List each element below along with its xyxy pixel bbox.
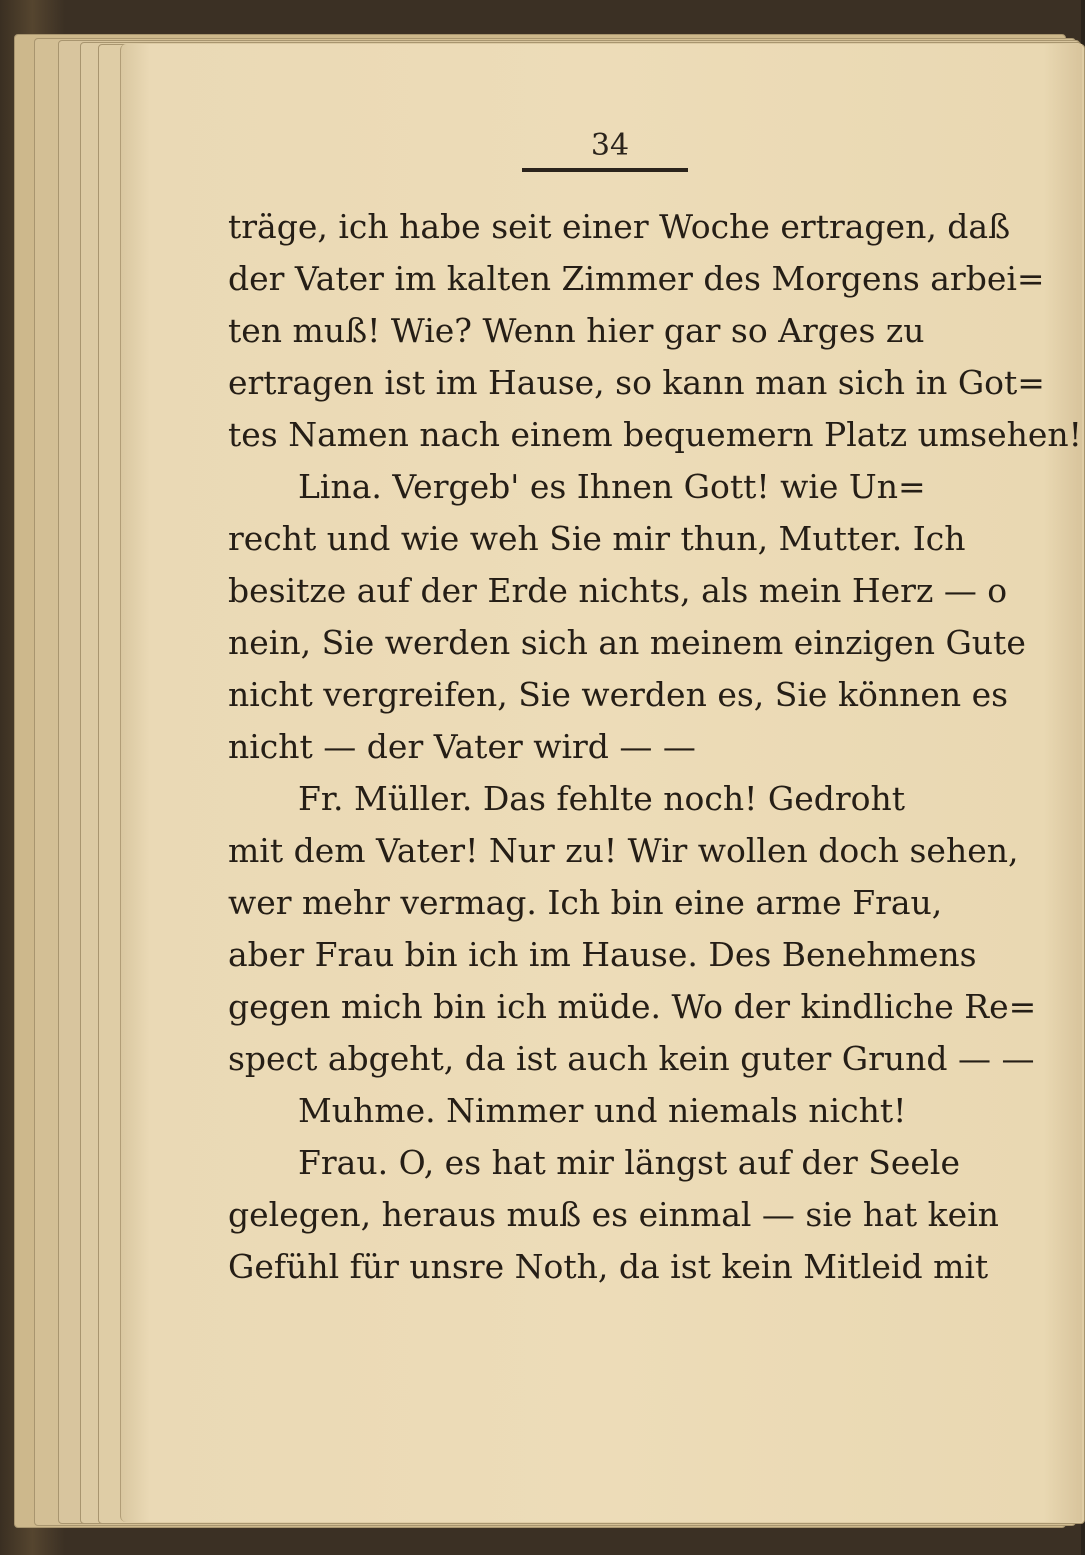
text-line: nein, Sie werden sich an meinem einzigen Gute — [228, 623, 1026, 662]
text-line: mit dem Vater! Nur zu! Wir wollen doch sehen, — [228, 831, 1019, 870]
text-line: Lina. Vergeb' es Ihnen Gott! wie Un= — [298, 467, 926, 506]
text-line: nicht vergreifen, Sie werden es, Sie können es — [228, 675, 1009, 714]
header-rule — [522, 168, 688, 172]
text-line: besitze auf der Erde nichts, als mein Herz — o — [228, 571, 1008, 610]
text-line: Muhme. Nimmer und niemals nicht! — [298, 1091, 907, 1130]
text-line: Frau. O, es hat mir längst auf der Seele — [298, 1143, 961, 1182]
text-line: ten muß! Wie? Wenn hier gar so Arges zu — [228, 311, 925, 350]
text-line: träge, ich habe seit einer Woche ertragen, daß — [228, 207, 1011, 246]
text-line: aber Frau bin ich im Hause. Des Benehmens — [228, 935, 977, 974]
text-line: der Vater im kalten Zimmer des Morgens arbei= — [228, 259, 1045, 298]
text-line: tes Namen nach einem bequemern Platz umsehen! — [228, 415, 1082, 454]
text-line: gelegen, heraus muß es einmal — sie hat kein — [228, 1195, 999, 1234]
text-line: wer mehr vermag. Ich bin eine arme Frau, — [228, 883, 943, 922]
text-line: nicht — der Vater wird — — — [228, 727, 696, 766]
text-line: spect abgeht, da ist auch kein guter Grund — — — [228, 1039, 1035, 1078]
text-line: Fr. Müller. Das fehlte noch! Gedroht — [298, 779, 906, 818]
text-line: Gefühl für unsre Noth, da ist kein Mitleid mit — [228, 1247, 989, 1286]
text-line: recht und wie weh Sie mir thun, Mutter. Ich — [228, 519, 966, 558]
text-line: ertragen ist im Hause, so kann man sich in Got= — [228, 363, 1045, 402]
text-line: gegen mich bin ich müde. Wo der kindliche Re= — [228, 987, 1037, 1026]
page-number: 34 — [590, 128, 630, 163]
